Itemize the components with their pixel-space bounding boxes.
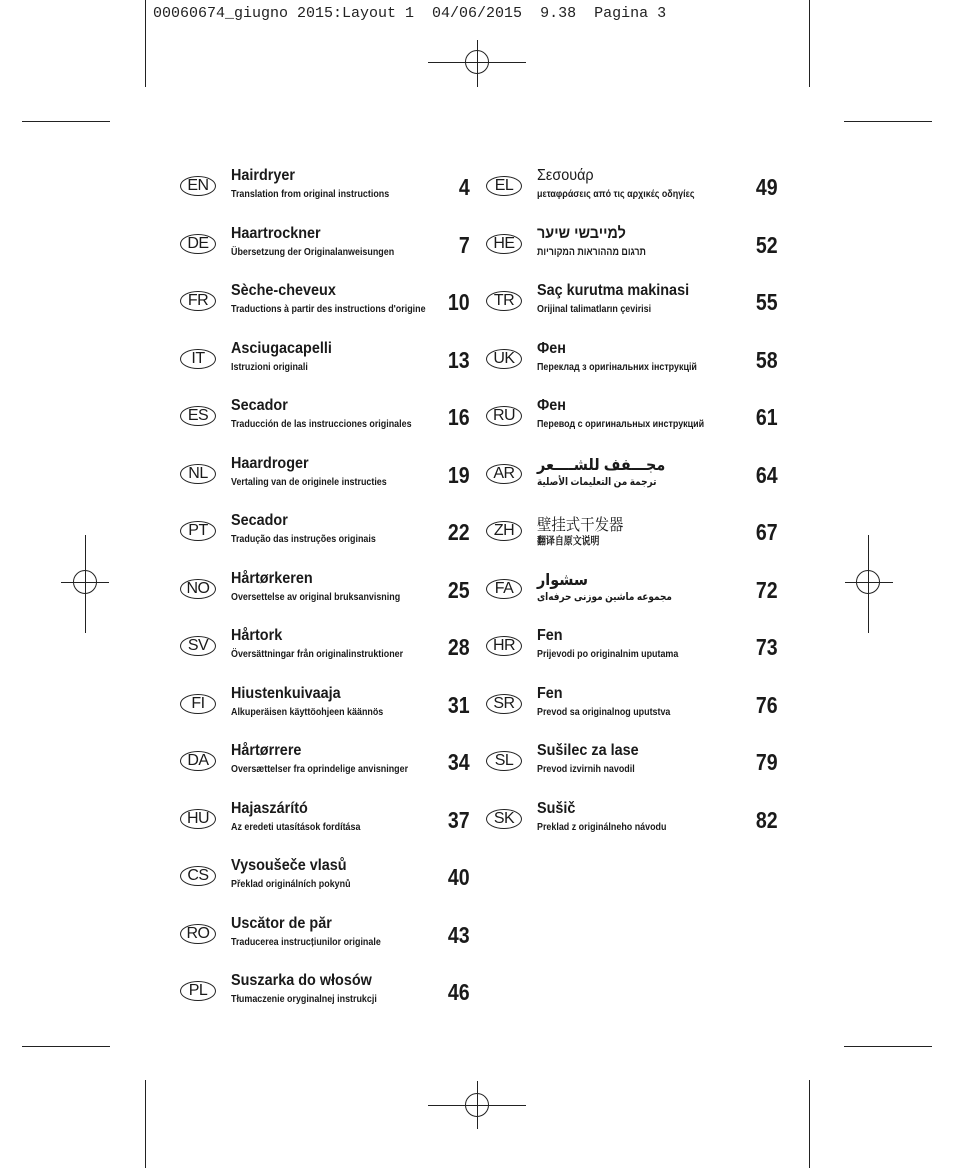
page-number: 31 (448, 692, 470, 718)
language-entry (180, 627, 470, 685)
language-subtitle: Traductions à partir des instructions d'origine (231, 303, 426, 315)
language-title: Hårtork (231, 627, 283, 644)
language-entry (180, 455, 470, 513)
language-entry (180, 397, 470, 455)
language-code-badge: DE (180, 234, 216, 254)
page-number: 19 (448, 462, 470, 488)
language-title: Hairdryer (231, 167, 296, 184)
language-title: Hiustenkuivaaja (231, 685, 341, 702)
language-title: Sušilec za lase (537, 742, 639, 759)
language-code-badge: SR (486, 694, 522, 714)
language-title: Saç kurutma makinasi (537, 282, 690, 299)
registration-circle (73, 570, 97, 594)
language-title: مجـــفف للشــــعر (537, 457, 666, 474)
language-code-badge: CS (180, 866, 216, 886)
page-number: 10 (448, 289, 470, 315)
page-number: 52 (756, 232, 778, 258)
language-code-badge: EN (180, 176, 216, 196)
language-subtitle: Prijevodi po originalnim uputama (537, 648, 679, 660)
language-code-badge: ZH (486, 521, 522, 541)
crop-mark (22, 121, 110, 122)
language-entry (486, 517, 778, 570)
page-number: 34 (448, 749, 470, 775)
language-title: Vysoušeče vlasů (231, 857, 347, 874)
language-entry (180, 915, 470, 973)
language-code-badge: TR (486, 291, 522, 311)
crop-mark (844, 121, 932, 122)
language-code-badge: UK (486, 349, 522, 369)
language-title: Haardroger (231, 455, 309, 472)
language-subtitle: Übersetzung der Originalanweisungen (231, 246, 395, 258)
crop-mark (809, 1080, 810, 1168)
language-title: Sušič (537, 800, 576, 817)
language-title: Σεσουάρ (537, 167, 594, 184)
crop-mark (145, 0, 146, 87)
language-subtitle: Preklad z originálneho návodu (537, 821, 667, 833)
language-code-badge: FR (180, 291, 216, 311)
language-title: Фен (537, 397, 566, 414)
page-number: 16 (448, 404, 470, 430)
registration-circle (465, 1093, 489, 1117)
language-title: Sèche-cheveux (231, 282, 336, 299)
language-title: Hajaszárító (231, 800, 308, 817)
language-entry (180, 225, 470, 283)
page-number: 79 (756, 749, 778, 775)
language-entry (486, 225, 778, 283)
language-entry (486, 685, 778, 743)
language-entry (180, 512, 470, 570)
language-code-badge: PT (180, 521, 216, 541)
language-entry (486, 167, 778, 225)
language-entry (180, 857, 470, 915)
language-title: Hårtørkeren (231, 570, 313, 587)
page-number: 72 (756, 577, 778, 603)
language-subtitle: Orijinal talimatların çevirisi (537, 303, 652, 315)
language-code-badge: HR (486, 636, 522, 656)
page-number: 46 (448, 979, 470, 1005)
language-code-badge: PL (180, 981, 216, 1001)
language-entry (180, 282, 470, 340)
language-title: Hårtørrere (231, 742, 302, 759)
language-subtitle: μεταφράσεις από τις αρχικές οδηγίες (537, 188, 695, 200)
page-number: 7 (459, 232, 470, 258)
language-title: Uscător de păr (231, 915, 332, 932)
page-number: 67 (756, 519, 778, 545)
language-entry (486, 627, 778, 685)
language-subtitle: תרגום מההוראות המקוריות (537, 246, 646, 258)
language-code-badge: HE (486, 234, 522, 254)
page-number: 25 (448, 577, 470, 603)
language-subtitle: Översättningar från originalinstruktioner (231, 648, 404, 660)
language-title: Asciugacapelli (231, 340, 332, 357)
language-title: Haartrockner (231, 225, 321, 242)
language-entry (180, 972, 470, 1030)
page-number: 28 (448, 634, 470, 660)
language-subtitle: Alkuperäisen käyttöohjeen käännös (231, 706, 384, 718)
page-number: 13 (448, 347, 470, 373)
language-subtitle: Traducerea instrucțiunilor originale (231, 936, 381, 948)
language-title: Fen (537, 685, 563, 702)
language-subtitle: Translation from original instructions (231, 188, 390, 200)
page-number: 4 (459, 174, 470, 200)
language-subtitle: 翻译自原文说明 (537, 535, 600, 547)
page-number: 49 (756, 174, 778, 200)
language-title: Suszarka do włosów (231, 972, 372, 989)
page-number: 55 (756, 289, 778, 315)
language-entry (180, 685, 470, 743)
language-title: למייבשי שיער (537, 225, 626, 242)
language-title: Secador (231, 512, 288, 529)
language-subtitle: Tradução das instruções originais (231, 533, 376, 545)
language-entry (486, 572, 778, 628)
page-number: 43 (448, 922, 470, 948)
crop-mark (145, 1080, 146, 1168)
language-code-badge: HU (180, 809, 216, 829)
language-code-badge: RU (486, 406, 522, 426)
page-number: 73 (756, 634, 778, 660)
language-title: Secador (231, 397, 288, 414)
language-subtitle: Prevod sa originalnog uputstva (537, 706, 671, 718)
language-title: 壁挂式干发器 (537, 517, 624, 534)
language-code-badge: AR (486, 464, 522, 484)
page-number: 58 (756, 347, 778, 373)
page-number: 61 (756, 404, 778, 430)
print-slug-line: 00060674_giugno 2015:Layout 1 04/06/2015 9.38 Pagina 3 (153, 5, 667, 22)
crop-mark (844, 1046, 932, 1047)
language-entry (180, 167, 470, 225)
language-entry (180, 800, 470, 858)
language-entry (486, 457, 778, 513)
language-code-badge: IT (180, 349, 216, 369)
language-subtitle: Переклад з оригінальних інструкцій (537, 361, 697, 373)
language-subtitle: Prevod izvirnih navodil (537, 763, 635, 775)
language-entry (486, 742, 778, 800)
language-subtitle: Перевод с оригинальных инструкций (537, 418, 705, 430)
language-subtitle: Az eredeti utasítások fordítása (231, 821, 361, 833)
page-number: 64 (756, 462, 778, 488)
language-subtitle: Oversættelser fra oprindelige anvisninger (231, 763, 409, 775)
language-code-badge: FI (180, 694, 216, 714)
language-entry (486, 397, 778, 455)
language-code-badge: RO (180, 924, 216, 944)
language-code-badge: ES (180, 406, 216, 426)
language-entry (180, 742, 470, 800)
page-number: 37 (448, 807, 470, 833)
language-entry (486, 282, 778, 340)
language-entry (486, 800, 778, 858)
language-code-badge: NO (180, 579, 216, 599)
page-number: 40 (448, 864, 470, 890)
language-subtitle: Tłumaczenie oryginalnej instrukcji (231, 993, 377, 1005)
language-subtitle: Oversettelse av original bruksanvisning (231, 591, 401, 603)
language-subtitle: Překlad originálních pokynů (231, 878, 351, 890)
language-entry (180, 570, 470, 628)
language-code-badge: SV (180, 636, 216, 656)
language-title: Fen (537, 627, 563, 644)
page-number: 82 (756, 807, 778, 833)
language-subtitle: Traducción de las instrucciones originales (231, 418, 412, 430)
language-code-badge: FA (486, 579, 522, 599)
language-code-badge: SK (486, 809, 522, 829)
registration-circle (465, 50, 489, 74)
language-code-badge: SL (486, 751, 522, 771)
language-code-badge: NL (180, 464, 216, 484)
registration-circle (856, 570, 880, 594)
page-number: 76 (756, 692, 778, 718)
language-code-badge: EL (486, 176, 522, 196)
language-entry (486, 340, 778, 398)
language-title: سشوار (537, 572, 589, 589)
language-subtitle: Istruzioni originali (231, 361, 308, 373)
language-subtitle: Vertaling van de originele instructies (231, 476, 387, 488)
language-code-badge: DA (180, 751, 216, 771)
page-number: 22 (448, 519, 470, 545)
language-entry (180, 340, 470, 398)
crop-mark (22, 1046, 110, 1047)
language-title: Фен (537, 340, 566, 357)
crop-mark (809, 0, 810, 87)
language-subtitle: ترجمة من التعليمات الأصلية (537, 476, 657, 488)
language-subtitle: مجموعه ماشین موزنی حرفه‌ای (537, 591, 672, 603)
